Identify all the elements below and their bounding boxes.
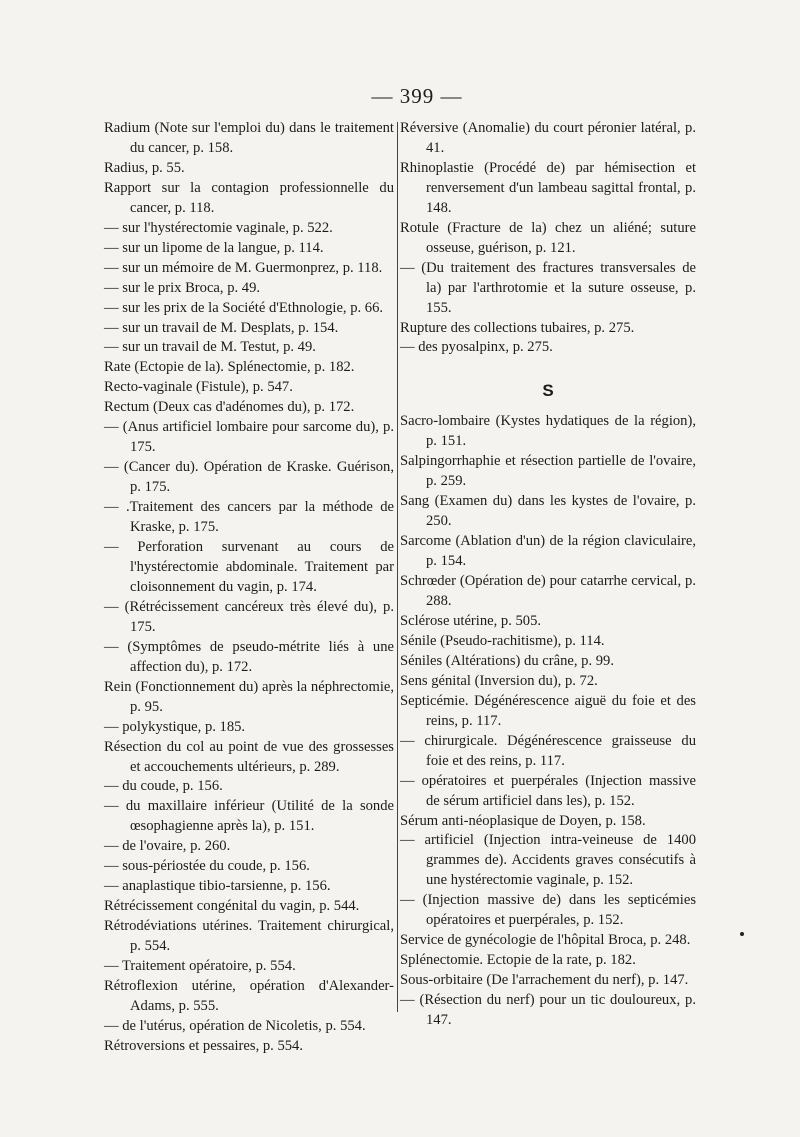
index-entry: Service de gynécologie de l'hôpital Broca, p. 248.: [400, 932, 691, 949]
index-entry: Radium (Note sur l'emploi du) dans le traitement du cancer, p. 158.: [104, 120, 394, 156]
index-entry: Réversive (Anomalie) du court péronier latéral, p. 41.: [400, 120, 696, 156]
index-entry: Résection du col au point de vue des grossesses et accouchements ultérieurs, p. 289.: [104, 738, 394, 775]
index-entry: — .Traitement des cancers par la méthode de Kraske, p. 175.: [104, 499, 394, 536]
index-entry: — du coude, p. 156.: [104, 778, 223, 795]
index-entry: — (Anus artificiel lombaire pour sarcome du), p. 175.: [104, 419, 394, 456]
index-entry: — (Injection massive de) dans les septicémies opératoires et puerpérales, p. 152.: [400, 892, 696, 929]
index-entry: Rétrodéviations utérines. Traitement chirurgical, p. 554.: [104, 918, 394, 955]
index-entry: — (Symptômes de pseudo-métrite liés à une affection du), p. 172.: [104, 638, 394, 675]
right-column: [400, 119, 696, 1031]
index-entry: — sur un mémoire de M. Guermonprez, p. 118.: [104, 259, 383, 276]
index-entry: Sarcome (Ablation d'un) de la région claviculaire, p. 154.: [400, 533, 696, 570]
index-entry: Radius, p. 55.: [104, 159, 185, 176]
index-entry: Rétroflexion utérine, opération d'Alexander-Adams, p. 555.: [104, 977, 394, 1014]
index-entry: Sacro-lombaire (Kystes hydatiques de la région), p. 151.: [400, 413, 696, 450]
index-entry: — sur un travail de M. Desplats, p. 154.: [104, 319, 339, 336]
index-entry: Recto-vaginale (Fistule), p. 547.: [104, 379, 293, 396]
index-entry: Rétroversions et pessaires, p. 554.: [104, 1037, 304, 1054]
index-entry: — du maxillaire inférieur (Utilité de la sonde œsophagienne après la), p. 151.: [104, 798, 394, 835]
index-entry: Septicémie. Dégénérescence aiguë du foie et des reins, p. 117.: [400, 692, 696, 729]
index-entry: Sclérose utérine, p. 505.: [400, 612, 542, 629]
index-entry: — sur l'hystérectomie vaginale, p. 522.: [104, 219, 333, 236]
index-entry: — Perforation survenant au cours de l'hystérectomie abdominale. Traitement par cloisonnement du vagin, p. 174.: [104, 539, 394, 595]
column-divider: [397, 122, 398, 1012]
index-entry: — sur un travail de M. Testut, p. 49.: [104, 339, 316, 356]
index-entry: — chirurgicale. Dégénérescence graisseuse du foie et des reins, p. 117.: [400, 732, 696, 769]
index-entry: Rate (Ectopie de la). Splénectomie, p. 182.: [104, 359, 355, 376]
section-heading-letter: S: [542, 381, 554, 401]
index-entry: Rein (Fonctionnement du) après la néphrectomie, p. 95.: [104, 678, 394, 715]
index-entry: Rectum (Deux cas d'adénomes du), p. 172.: [104, 399, 355, 416]
index-entry: Rétrécissement congénital du vagin, p. 544.: [104, 898, 360, 915]
index-entry: — de l'utérus, opération de Nicoletis, p. 554.: [104, 1017, 366, 1034]
index-entry: — (Résection du nerf) pour un tic douloureux, p. 147.: [400, 992, 696, 1029]
index-entry: Rotule (Fracture de la) chez un aliéné; suture osseuse, guérison, p. 121.: [400, 219, 696, 256]
index-entry: Sens génital (Inversion du), p. 72.: [400, 672, 598, 689]
index-entry: — (Rétrécissement cancéreux très élevé du), p. 175.: [104, 598, 394, 635]
index-entry: — de l'ovaire, p. 260.: [104, 838, 231, 855]
index-entry: — sur les prix de la Société d'Ethnologie, p. 66.: [104, 299, 384, 316]
index-entry: Sérum anti-néoplasique de Doyen, p. 158.: [400, 812, 646, 829]
index-entry: Sang (Examen du) dans les kystes de l'ovaire, p. 250.: [400, 493, 696, 530]
index-entry: Schrœder (Opération de) pour catarrhe cervical, p. 288.: [400, 573, 696, 610]
index-entry: Sénile (Pseudo-rachitisme), p. 114.: [400, 632, 605, 649]
index-entry: — des pyosalpinx, p. 275.: [400, 339, 553, 356]
index-entry: — (Cancer du). Opération de Kraske. Guérison, p. 175.: [104, 459, 394, 496]
index-entry: Sous-orbitaire (De l'arrachement du nerf), p. 147.: [400, 972, 689, 989]
page-number: — 399 —: [371, 84, 463, 108]
left-column: [104, 119, 394, 1057]
index-entry: — opératoires et puerpérales (Injection massive de sérum artificiel dans les), p. 152.: [400, 772, 696, 809]
index-entry: — (Du traitement des fractures transversales de la) par l'arthrotomie et la suture osseuse, p. 155.: [400, 259, 696, 316]
index-entry: — Traitement opératoire, p. 554.: [104, 958, 296, 975]
index-entry: Séniles (Altérations) du crâne, p. 99.: [400, 652, 614, 669]
index-entry: — sur un lipome de la langue, p. 114.: [104, 239, 324, 256]
index-entry: Splénectomie. Ectopie de la rate, p. 182.: [400, 952, 636, 969]
ink-speck: [740, 932, 744, 936]
index-entry: Rapport sur la contagion professionnelle du cancer, p. 118.: [104, 179, 394, 216]
index-entry: Salpingorrhaphie et résection partielle de l'ovaire, p. 259.: [400, 453, 696, 490]
index-entry: — sur le prix Broca, p. 49.: [104, 279, 261, 296]
index-entry: — polykystique, p. 185.: [104, 718, 246, 735]
index-entry: — sous-périostée du coude, p. 156.: [104, 858, 310, 875]
index-entry: — artificiel (Injection intra-veineuse de 1400 grammes de). Accidents graves consécutifs à une hystérectomie vaginale, p. 152.: [400, 832, 696, 889]
index-entry: — anaplastique tibio-tarsienne, p. 156.: [104, 878, 331, 895]
index-entry: Rupture des collections tubaires, p. 275.: [400, 319, 635, 336]
index-entry: Rhinoplastie (Procédé de) par hémisection et renversement d'un lambeau sagittal frontal, p. 148.: [400, 159, 696, 216]
